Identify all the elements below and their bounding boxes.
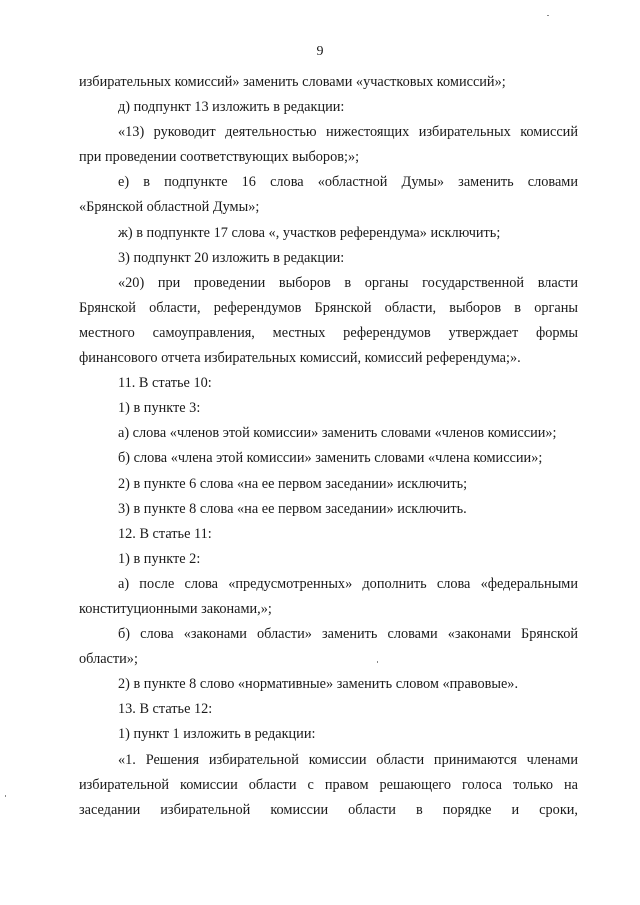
text-line: избирательных комиссий» заменить словами «участковых комиссий»;	[79, 74, 506, 90]
document-body	[79, 70, 578, 823]
text-line: 3) подпункт 20 изложить в редакции:	[118, 249, 345, 266]
text-line: финансового отчета избирательных комиссий, комиссий референдума;».	[79, 350, 521, 367]
scan-speck	[5, 795, 6, 797]
text-line: избирательной комиссии области с правом решающего голоса только на	[79, 776, 578, 793]
text-line: 2) в пункте 6 слова «на ее первом заседании» исключить;	[118, 475, 468, 492]
text-line: д) подпункт 13 изложить в редакции:	[118, 99, 345, 116]
text-line: 1) пункт 1 изложить в редакции:	[118, 726, 316, 743]
text-line: а) слова «членов этой комиссии» заменить словами «членов комиссии»;	[118, 425, 557, 442]
text-line: «13) руководит деятельностью нижестоящих избирательных комиссий	[118, 124, 578, 141]
text-line: 12. В статье 11:	[118, 525, 212, 542]
text-line: Брянской области, референдумов Брянской области, выборов в органы	[79, 299, 578, 316]
text-line: заседании избирательной комиссии области в порядке и сроки,	[79, 801, 578, 818]
text-line: 1) в пункте 3:	[118, 400, 201, 417]
text-line: б) слова «члена этой комиссии» заменить словами «члена комиссии»;	[118, 450, 543, 467]
text-line: при проведении соответствующих выборов;»;	[79, 149, 360, 166]
text-line: 13. В статье 12:	[118, 701, 213, 718]
text-line: области»;	[79, 651, 138, 668]
scan-speck	[377, 661, 378, 663]
text-line: 2) в пункте 8 слово «нормативные» заменить словом «правовые».	[118, 676, 519, 693]
text-line: а) после слова «предусмотренных» дополнить слова «федеральными	[118, 575, 578, 592]
text-line: «Брянской областной Думы»;	[79, 199, 260, 216]
text-line: «20) при проведении выборов в органы государственной власти	[118, 274, 578, 291]
page-number: 9	[316, 44, 324, 59]
text-line: конституционными законами,»;	[79, 600, 272, 617]
text-line: б) слова «законами области» заменить словами «законами Брянской	[118, 626, 578, 643]
text-line: «1. Решения избирательной комиссии области принимаются членами	[118, 751, 578, 768]
scan-speck	[547, 15, 549, 16]
text-line: 3) в пункте 8 слова «на ее первом заседании» исключить.	[118, 500, 467, 517]
text-line: ж) в подпункте 17 слова «, участков референдума» исключить;	[118, 224, 501, 241]
text-line: е) в подпункте 16 слова «областной Думы» заменить словами	[118, 174, 578, 191]
text-line: местного самоуправления, местных референдумов утверждает формы	[79, 324, 578, 341]
text-line: 1) в пункте 2:	[118, 550, 201, 567]
text-line: 11. В статье 10:	[118, 375, 212, 392]
